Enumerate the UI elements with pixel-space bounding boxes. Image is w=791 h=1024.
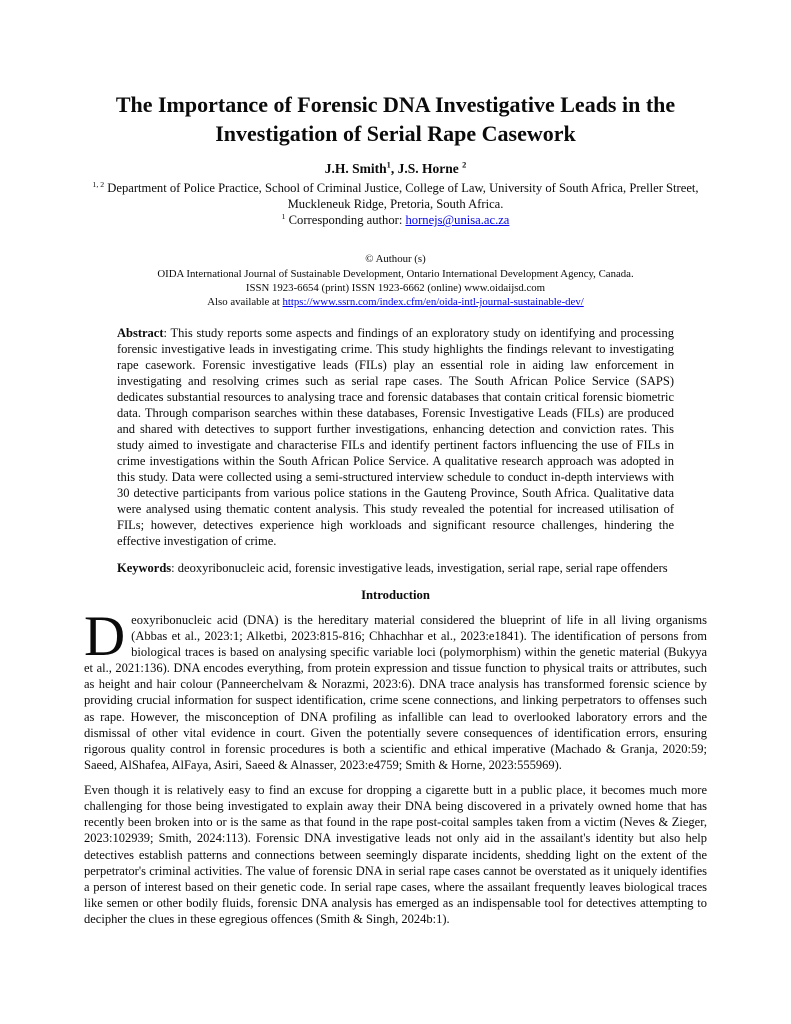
keywords-paragraph <box>117 560 674 576</box>
intro-paragraph-1 <box>84 604 707 773</box>
journal-name-line: OIDA International Journal of Sustainable Development, Ontario International Development Agency, Canada. <box>157 267 634 280</box>
author-separator: , <box>390 161 398 177</box>
paper-title: The Importance of Forensic DNA Investigative Leads in the Investigation of Serial Rape Casework <box>115 92 676 147</box>
section-heading-introduction: Introduction <box>361 587 430 602</box>
affiliation-superscript: 1, 2 <box>92 179 105 189</box>
corresponding-label: Corresponding author: <box>285 213 406 228</box>
copyright-line: © Authour (s) <box>365 253 426 266</box>
corresponding-superscript: 1 <box>281 212 286 222</box>
abstract-paragraph <box>117 325 674 549</box>
author-name-1: J.H. Smith <box>324 161 387 177</box>
intro-paragraph-2-text: Even though it is relatively easy to find an excuse for dropping a cigarette butt in a public place, it becomes much more challenging for those being investigated to explain away their DNA being discovered in a privately owned home that has recently been broken into or is the same as that found in the rape post-coital samples taken from a victim (Neves & Zieger, 2023:102939; Smith, 2024:113). Forensic DNA investigative leads not only aid in the assailant's identity but also help detectives establish patterns and connections between seemingly disparate incidents, shedding light on the extent of the perpetrator's criminal activities. The value of forensic DNA in serial rape cases cannot be overstated as it uniquely identifies a person of interest based on their genetic code. In serial rape cases, where the assailant frequently leaves biological traces like semen or other bodily fluids, forensic DNA analysis has emerged as an indispensable tool for detectives attempting to decipher the clues in these egregious offences (Smith & Singh, 2024b:1). <box>84 783 707 927</box>
intro-paragraph-1-text: eoxyribonucleic acid (DNA) is the hereditary material considered the blueprint of life in all living organisms (Abbas et al., 2023:1; Alketbi, 2023:815-816; Chhachhar et al., 2023:e1841). The identification of persons from biological traces is based on analysing specific variable loci (polymorphism) within the genetic material (Bukyya et al., 2021:136). DNA encodes everything, from protein expression and tissue function to physical traits or attributes, such as height and hair colour (Panneerchelvam & Norazmi, 2023:6). DNA trace analysis has transformed forensic science by providing crucial information for suspect identification, crime scene connections, and linking perpetrators to offenses such as rape. However, the misconception of DNA profiling as infallible can lead to overlooked laboratory errors and the dismissal of other vital evidence in court. Given the potentially severe consequences of identification errors, ensuring rigorous quality control in forensic procedures is both a scientific and ethical imperative (Machado & Granja, 2020:59; Saeed, AlShafea, AlFaya, Asiri, Saeed & Alnasser, 2023:e4759; Smith & Horne, 2023:555969). <box>84 612 707 772</box>
authors-line <box>84 161 707 177</box>
availability-prefix: Also available at <box>207 296 283 309</box>
issn-line: ISSN 1923-6654 (print) ISSN 1923-6662 (online) www.oidaijsd.com <box>245 282 546 295</box>
affiliation-text: Department of Police Practice, School of Criminal Justice, College of Law, University of South Africa, Preller Street, Muckleneuk Ridge, Pretoria, South Africa. <box>104 181 699 212</box>
journal-imprint-block <box>84 252 707 309</box>
abstract-label: Abstract <box>117 325 164 340</box>
keywords-text: : deoxyribonucleic acid, forensic investigative leads, investigation, serial rape, serial rape offenders <box>171 560 668 575</box>
abstract-text: : This study reports some aspects and findings of an exploratory study on identifying and processing forensic investigative leads in investigating crime. This study highlights the findings relevant to investigating rape casework. Forensic investigative leads (FILs) play an essential role in aiding law enforcement in investigating and resolving crimes such as serial rape cases. The South African Police Service (SAPS) dedicates substantial resources to analysing trace and forensic databases that contain critical forensic biometric data. Through comparison searches within these databases, Forensic Investigative Leads (FILs) are produced and shared with detectives to support further investigations, enhancing detection and conviction rates. This study aimed to investigate and characterise FILs and identify pertinent factors influencing the use of FILs in crime investigations within the South African Police Service. A qualitative research approach was adopted in this study. Data were collected using a semi-structured interview schedule to conduct in-depth interviews with 30 detective participants from various police stations in the Gauteng Province, South Africa. Qualitative data were analysed using thematic content analysis. This study revealed the potential for increased utilisation of FILs; however, detectives experience high workloads and significant resource challenges, hindering the effective investigation of crime. <box>117 325 674 548</box>
author-name-2: J.S. Horne <box>397 161 459 177</box>
ssrn-url-link[interactable]: https://www.ssrn.com/index.cfm/en/oida-intl-journal-sustainable-dev/ <box>282 296 584 309</box>
author-2-superscript: 2 <box>462 160 467 170</box>
corresponding-author-line <box>84 212 707 228</box>
author-1-superscript: 1 <box>386 160 391 170</box>
drop-cap: D <box>84 604 126 668</box>
corresponding-email-link[interactable]: hornejs@unisa.ac.za <box>405 213 510 228</box>
availability-line <box>84 295 707 309</box>
intro-paragraph-2 <box>84 782 707 927</box>
keywords-label: Keywords <box>117 560 172 575</box>
affiliation-line <box>84 180 707 212</box>
